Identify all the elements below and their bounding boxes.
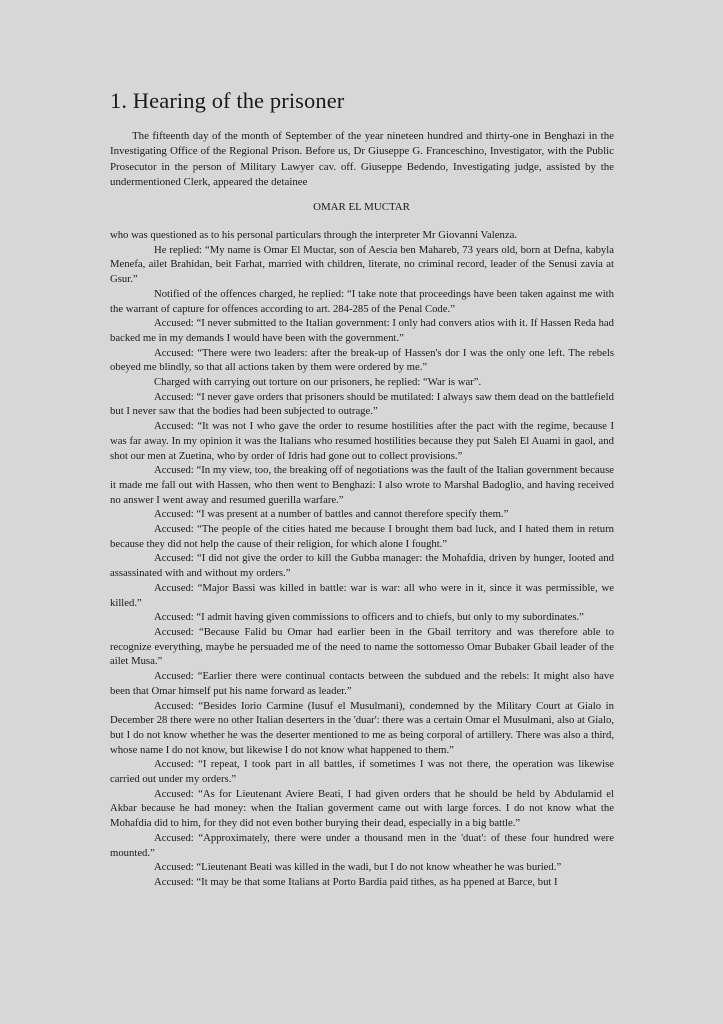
testimony-paragraph: Accused: “I repeat, I took part in all battles, if sometimes I was not there, the operation was likewise carried out under my orders.” (110, 758, 614, 786)
section-title: 1. Hearing of the prisoner (110, 88, 345, 113)
testimony-paragraph: Accused: “Major Bassi was killed in battle: war is war: all who were in it, since it was permissible, we killed.” (110, 581, 614, 609)
testimony-paragraph: Accused: “The people of the cities hated me because I brought them bad luck, and I hated them in return because they did not help the cause of their religion, for which alone I fought.” (110, 523, 614, 550)
testimony-body (110, 228, 614, 890)
testimony-paragraph: Accused: “There were two leaders: after the break-up of Hassen's dor I was the only one left. The rebels obeyed me blindly, so that all actions taken by them were ordered by me.” (110, 346, 614, 374)
testimony-paragraph: Accused: “Because Falid bu Omar had earlier been in the Gbail territory and was therefore able to recognize everything, maybe he persuaded me of the need to name the sottomesso Omar Bubaker Gbail leader of the ailet Musa.” (110, 625, 614, 668)
testimony-paragraph: Accused: “I never gave orders that prisoners should be mutilated: I always saw them dead on the battlefield but I never saw that the bodies had been subjected to outrage.” (110, 390, 614, 418)
testimony-paragraph: Accused: “I admit having given commissions to officers and to chiefs, but only to my subordinates.” (154, 611, 584, 624)
testimony-paragraph: Notified of the offences charged, he replied: “I take note that proceedings have been taken against me with the warrant of capture for offences according to art. 284-285 of the Penal Code.” (110, 287, 614, 315)
testimony-paragraph: Accused: “I did not give the order to kill the Gubba manager: the Mohafdia, driven by hunger, looted and assassinated with and without my orders.” (110, 552, 614, 580)
testimony-paragraph: Accused: “It may be that some Italians at Porto Bardia paid tithes, as ha ppened at Barce, but I (154, 875, 558, 888)
testimony-paragraph: Accused: “Earlier there were continual contacts between the subdued and the rebels: It might also have been that Omar himself put his name forward as leader.” (110, 670, 614, 697)
detainee-name: OMAR EL MUCTAR (313, 201, 410, 213)
testimony-paragraph: He replied: “My name is Omar El Muctar, son of Aescia ben Mahareb, 73 years old, born at Defna, kabyla Menefa, ailet Brahidan, beit Farhat, married with children, literate, no criminal record, leader of the Senusi zavia at Gsur.” (110, 243, 614, 286)
testimony-paragraph: Charged with carrying out torture on our prisoners, he replied: “War is war”. (154, 376, 482, 389)
testimony-paragraph: Accused: “I was present at a number of battles and cannot therefore specify them.” (154, 508, 509, 521)
testimony-paragraph: Accused: “I never submitted to the Italian government: I only had convers atios with it. If Hassen Reda had backed me in my demands I would have been with the government.” (110, 317, 614, 344)
testimony-paragraph: Accused: “As for Lieutenant Aviere Beati, I had given orders that he should be held by Abdulamid el Akbar because he had money: when the Italian goverment came out with large forces. I do not know what the Mohafdia did to him, for they did not even bother burying their dead, especially in a big battle.” (110, 787, 614, 830)
testimony-paragraph: Accused: “Lieutenant Beati was killed in the wadi, but I do not know wheather he was buried.” (154, 861, 562, 874)
testimony-paragraph: who was questioned as to his personal particulars through the interpreter Mr Giovanni Valenza. (110, 229, 518, 241)
testimony-paragraph: Accused: “It was not I who gave the order to resume hostilities after the pact with the regime, because I was far away. In my opinion it was the Italians who resumed hostilities because they put Saleh El Auami in gaol, and shot our men at Zuetina, who by order of Idris had gone out to collect provisions.” (110, 420, 614, 462)
testimony-paragraph: Accused: “In my view, too, the breaking off of negotiations was the fault of the Italian government because it made me fall out with Hassen, who then went to Benghazi: I also wrote to Marshal Badoglio, and having received no answer I went away and resumed guerilla warfare.” (110, 464, 614, 506)
testimony-paragraph: Accused: “Approximately, there were under a thousand men in the 'duat': of these four hundred were mounted.” (110, 831, 614, 859)
intro-paragraph: The fifteenth day of the month of September of the year nineteen hundred and thirty-one in Benghazi in the Investigating Office of the Regional Prison. Before us, Dr Giuseppe G. Franceschino, Investigator, with the Public Prosecutor in the person of Military Lawyer cav. off. Giuseppe Bedendo, Investigating judge, assisted by the undermentioned Clerk, appeared the detainee (110, 130, 614, 188)
testimony-paragraph: Accused: “Besides Iorio Carmine (Iusuf el Musulmani), condemned by the Military Court at Gialo in December 28 there were no other Italian deserters in the 'duar': there was a certain Omar el Musulmani, also at Gialo, but I do not know whether he was the deserter mentioned to me as being corporal of artillery. There was also a third, whose name I do not know, but likewise I do not know what happened to them.” (110, 699, 614, 756)
